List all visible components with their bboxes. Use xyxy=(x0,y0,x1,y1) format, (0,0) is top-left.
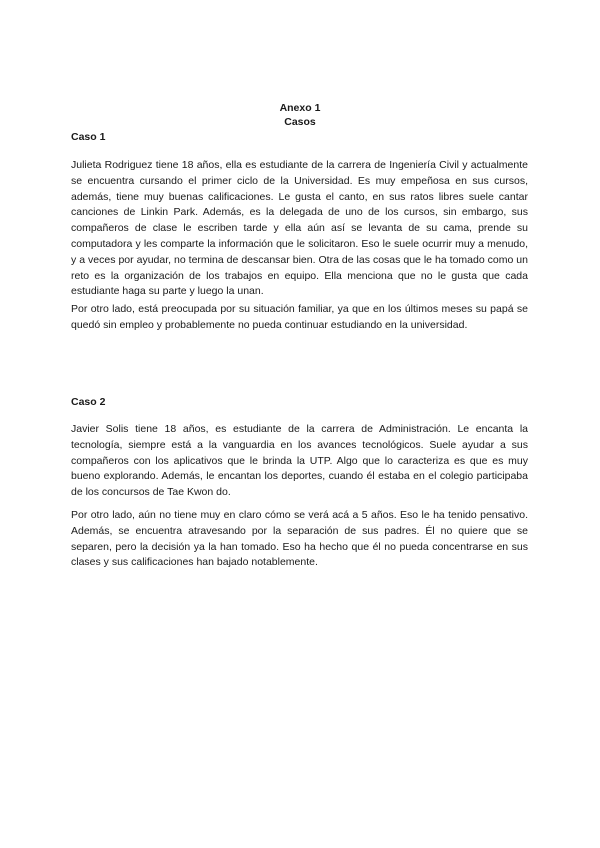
case-2-paragraph-1: Javier Solis tiene 18 años, es estudiante de la carrera de Administración. Le encanta la tecnología, siempre está a la vanguardia en los avances tecnológicos. Suele ayudar a sus compañeros con los aplicativos que le brinda la UTP. Algo que lo caracteriza es que es muy bueno explorando. Además, le encantan los deportes, cuando él estaba en el colegio participaba de los concursos de Tae Kwon do. xyxy=(71,423,528,499)
case-1-paragraph-2: Por otro lado, está preocupada por su situación familiar, ya que en los últimos meses su papá se quedó sin empleo y probablemente no pueda continuar estudiando en la universidad. xyxy=(71,303,528,331)
case-2-paragraph-2: Por otro lado, aún no tiene muy en claro cómo se verá acá a 5 años. Eso le ha tenido pensativo. Además, se encuentra atravesando por la separación de sus padres. Él no quiere que se separen, pero la decisión ya la han tomado. Eso ha hecho que él no pueda concentrarse en sus clases y sus calificaciones han bajado notablemente. xyxy=(71,509,528,569)
page-subtitle: Casos xyxy=(284,116,316,128)
page-title: Anexo 1 xyxy=(279,102,321,114)
case-2-title: Caso 2 xyxy=(71,396,106,408)
case-1-paragraph-1: Julieta Rodriguez tiene 18 años, ella es estudiante de la carrera de Ingeniería Civil y actualmente se encuentra cursando el primer ciclo de la Universidad. Es muy empeñosa en sus cursos, además, tiene muy buenas calificaciones. Le gusta el canto, en sus ratos libres suele cantar canciones de Linkin Park. Además, es la delegada de uno de los cursos, sin embargo, sus compañeros de clase le escriben tarde y ella aún así se levanta de su cama, prende su computadora y les comparte la información que le solicitaron. Eso le suele ocurrir muy a menudo, y a veces por ayudar, no termina de descansar bien. Otra de las cosas que le ha tomado como un reto es la organización de los trabajos en equipo. Ella menciona que no le gusta que cada estudiante haga su parte y luego la unan. xyxy=(71,159,528,298)
case-1-title: Caso 1 xyxy=(71,131,106,143)
heading-block xyxy=(0,101,600,129)
